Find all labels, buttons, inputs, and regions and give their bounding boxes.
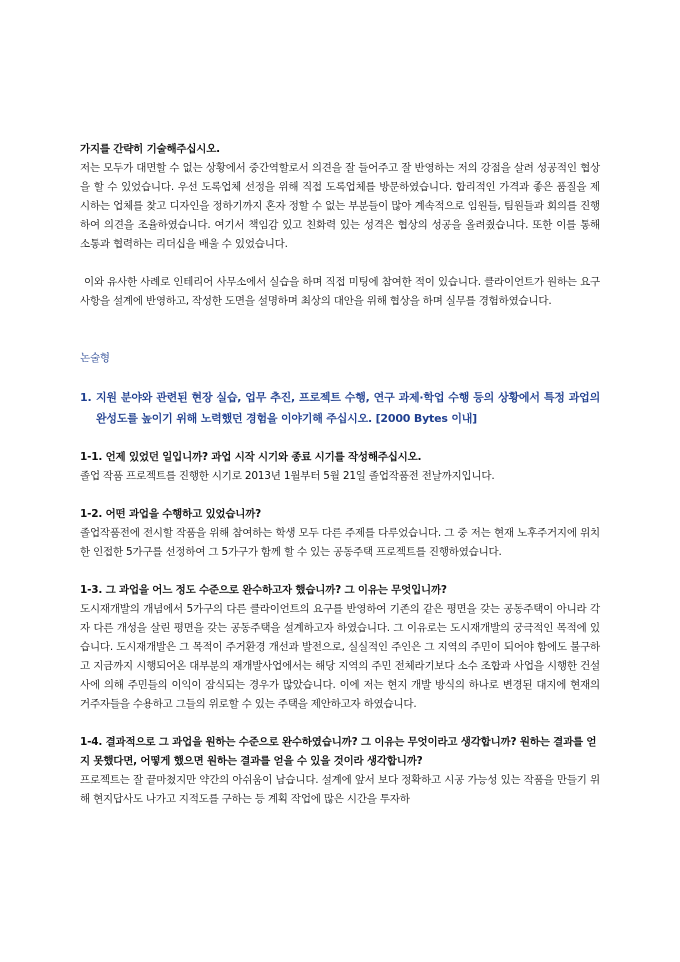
answer-1-4: 프로젝트는 잘 끝마쳤지만 약간의 아쉬움이 남습니다. 설계에 앞서 보다 정확하고 시공 가능성 있는 작품을 만들기 위해 현지답사도 나가고 지적도를 구하는 등 계획 작업에 많은 시간을 투자하 bbox=[80, 774, 600, 805]
spacer bbox=[80, 486, 600, 505]
intro-answer: 저는 모두가 대면할 수 없는 상황에서 중간역할로서 의견을 잘 들어주고 잘 반영하는 저의 강점을 살려 성공적인 협상을 할 수 있었습니다. 우선 도록업체 선정을 위해 직접 도록업체를 방문하였습니다. 합리적인 가격과 좋은 품질을 제시하는 업체를 찾고 디자인을 정하기까지 혼자 정할 수 없는 부분들이 많아 계속적으로 임원들, 팀원들과 회의를 진행하여 의견을 조율하였습니다. 여기서 책임감 있고 친화력 있는 성격은 협상의 성공을 올려줬습니다. 또한 이를 통해 소통과 협력하는 리더십을 배울 수 있었습니다. bbox=[80, 162, 600, 250]
intro-question: 가지를 간략히 기술해주십시오. bbox=[80, 143, 220, 155]
document-page bbox=[80, 140, 600, 809]
question-1-3: 1-3. 그 과업을 어느 정도 수준으로 완수하고자 했습니까? 그 이유는 무엇입니까? bbox=[80, 584, 447, 596]
main-question-number: 1. bbox=[80, 391, 92, 404]
spacer bbox=[80, 311, 600, 349]
spacer bbox=[80, 368, 600, 387]
section-title: 논술형 bbox=[80, 352, 110, 364]
main-question bbox=[80, 387, 600, 429]
spacer bbox=[80, 714, 600, 733]
answer-1-2: 졸업작품전에 전시할 작품을 위해 참여하는 학생 모두 다른 주제를 다루었습니다. 그 중 저는 현재 노후주거지에 위치한 인접한 5가구를 선정하여 그 5가구가 함께 할 수 있는 공동주택 프로젝트를 진행하였습니다. bbox=[80, 527, 600, 558]
question-1-2: 1-2. 어떤 과업을 수행하고 있었습니까? bbox=[80, 508, 262, 520]
intro-answer-2: 이와 유사한 사례로 인테리어 사무소에서 실습을 하며 직접 미팅에 참여한 적이 있습니다. 클라이언트가 원하는 요구사항을 설계에 반영하고, 작성한 도면을 설명하며 최상의 대안을 위해 협상을 하며 실무를 경험하였습니다. bbox=[80, 276, 600, 307]
answer-1-3: 도시재개발의 개념에서 5가구의 다른 클라이언트의 요구를 반영하여 기존의 같은 평면을 갖는 공동주택이 아니라 각자 다른 개성을 살린 평면을 갖는 공동주택을 설계하고자 하였습니다. 그 이유로는 도시재개발의 궁극적인 목적에 있습니다. 도시재개발은 그 목적이 주거환경 개선과 발전으로, 실실적인 주인은 그 지역의 주민이 되어야 함에도 불구하고 지금까지 시행되어온 대부분의 재개발사업에서는 해당 지역의 주민 전체라기보다 소수 조합과 사업을 시행한 건설사에 의해 주민들의 이익이 잠식되는 경우가 많았습니다. 이에 저는 현지 개발 방식의 하나로 변경된 대지에 현재의 거주자들을 수용하고 그들의 위로할 수 있는 주택을 제안하고자 하였습니다. bbox=[80, 603, 600, 710]
question-1-1: 1-1. 언제 있었던 일입니까? 과업 시작 시기와 종료 시기를 작성해주십시오. bbox=[80, 451, 422, 463]
main-question-text: 지원 분야와 관련된 현장 실습, 업무 추진, 프로젝트 수행, 연구 과제·학업 수행 등의 상황에서 특정 과업의 완성도를 높이기 위해 노력했던 경험을 이야기해 주십시오. [2000 Bytes 이내] bbox=[96, 391, 600, 425]
spacer bbox=[80, 254, 600, 273]
spacer bbox=[80, 429, 600, 448]
spacer bbox=[80, 562, 600, 581]
answer-1-1: 졸업 작품 프로젝트를 진행한 시기로 2013년 1월부터 5월 21일 졸업작품전 전날까지입니다. bbox=[80, 470, 495, 482]
question-1-4: 1-4. 결과적으로 그 과업을 원하는 수준으로 완수하였습니까? 그 이유는 무엇이라고 생각합니까? 원하는 결과를 얻지 못했다면, 어떻게 했으면 원하는 결과를 얻을 수 있을 것이라 생각합니까? bbox=[80, 736, 597, 767]
